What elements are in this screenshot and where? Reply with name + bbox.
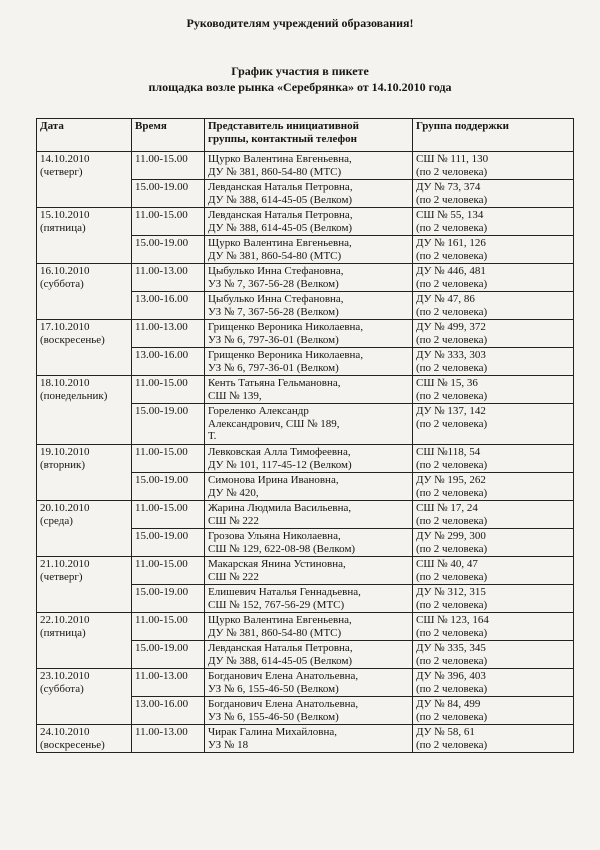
date-value: 17.10.2010: [40, 321, 90, 333]
support-cell: [413, 641, 574, 669]
support-line: (по 2 человека): [416, 570, 488, 583]
table-row: [37, 613, 574, 641]
representative-line: СШ № 152, 767-56-29 (МТС): [208, 598, 345, 611]
representative-cell: [205, 557, 413, 585]
representative-line: Жарина Людмила Васильевна,: [208, 502, 352, 514]
date-cell: [37, 725, 132, 753]
time-cell: 11.00-13.00: [132, 264, 205, 292]
support-line: СШ № 111, 130: [416, 153, 489, 165]
date-cell: [37, 501, 132, 557]
schedule-body: [37, 152, 574, 753]
representative-line: СШ № 139,: [208, 389, 262, 402]
col-header-representative: [205, 119, 413, 152]
representative-line: ДУ № 381, 860-54-80 (МТС): [208, 165, 342, 178]
support-cell: [413, 180, 574, 208]
weekday-value: (четверг): [40, 165, 83, 178]
support-line: (по 2 человека): [416, 193, 488, 206]
time-cell: 11.00-13.00: [132, 725, 205, 753]
col-header-support: Группа поддержки: [413, 119, 574, 152]
date-value: 24.10.2010: [40, 726, 90, 738]
time-cell: 15.00-19.00: [132, 180, 205, 208]
time-cell: 11.00-15.00: [132, 152, 205, 180]
representative-line: Т.: [208, 430, 217, 442]
representative-line: Левковская Алла Тимофеевна,: [208, 446, 351, 458]
representative-cell: [205, 376, 413, 404]
representative-cell: [205, 180, 413, 208]
representative-line: Грищенко Вероника Николаевна,: [208, 321, 364, 333]
support-cell: [413, 404, 574, 445]
support-line: ДУ № 499, 372: [416, 321, 486, 333]
time-cell: 15.00-19.00: [132, 529, 205, 557]
support-cell: [413, 529, 574, 557]
weekday-value: (четверг): [40, 570, 83, 583]
time-cell: 11.00-13.00: [132, 669, 205, 697]
support-line: (по 2 человека): [416, 458, 488, 471]
date-cell: [37, 613, 132, 669]
support-line: ДУ № 396, 403: [416, 670, 486, 682]
support-line: (по 2 человека): [416, 682, 488, 695]
support-line: (по 2 человека): [416, 654, 488, 667]
support-line: СШ № 15, 36: [416, 377, 478, 389]
table-row: [37, 445, 574, 473]
support-line: (по 2 человека): [416, 486, 488, 499]
representative-cell: [205, 208, 413, 236]
date-value: 22.10.2010: [40, 614, 90, 626]
representative-line: Гореленко Александр: [208, 405, 309, 417]
schedule-table: [36, 118, 574, 753]
support-line: (по 2 человека): [416, 626, 488, 639]
representative-line: Елишевич Наталья Геннадьевна,: [208, 586, 361, 598]
representative-line: Щурко Валентина Евгеньевна,: [208, 153, 352, 165]
support-line: ДУ № 195, 262: [416, 474, 486, 486]
representative-line: ДУ № 388, 614-45-05 (Велком): [208, 193, 353, 206]
time-cell: 15.00-19.00: [132, 236, 205, 264]
representative-line: Богданович Елена Анатольевна,: [208, 698, 359, 710]
representative-line: УЗ № 6, 155-46-50 (Велком): [208, 710, 339, 723]
representative-line: Кенть Татьяна Гельмановна,: [208, 377, 341, 389]
representative-line: ДУ № 381, 860-54-80 (МТС): [208, 249, 342, 262]
support-cell: [413, 320, 574, 348]
representative-line: Богданович Елена Анатольевна,: [208, 670, 359, 682]
time-cell: 11.00-15.00: [132, 376, 205, 404]
representative-line: ДУ № 388, 614-45-05 (Велком): [208, 221, 353, 234]
support-line: ДУ № 333, 303: [416, 349, 486, 361]
col-header-date: Дата: [37, 119, 132, 152]
representative-line: Макарская Янина Устиновна,: [208, 558, 346, 570]
support-line: (по 2 человека): [416, 361, 488, 374]
representative-line: УЗ № 6, 797-36-01 (Велком): [208, 361, 339, 374]
representative-line: ДУ № 388, 614-45-05 (Велком): [208, 654, 353, 667]
date-cell: [37, 264, 132, 320]
weekday-value: (понедельник): [40, 389, 108, 402]
support-cell: [413, 376, 574, 404]
representative-cell: [205, 613, 413, 641]
weekday-value: (воскресенье): [40, 738, 105, 751]
date-cell: [37, 152, 132, 208]
support-line: СШ №118, 54: [416, 446, 481, 458]
support-line: ДУ № 47, 86: [416, 293, 475, 305]
support-line: ДУ № 161, 126: [416, 237, 486, 249]
support-line: (по 2 человека): [416, 305, 488, 318]
time-cell: 11.00-15.00: [132, 613, 205, 641]
representative-cell: [205, 529, 413, 557]
support-line: СШ № 123, 164: [416, 614, 489, 626]
col-header-time: Время: [132, 119, 205, 152]
representative-cell: [205, 264, 413, 292]
support-cell: [413, 725, 574, 753]
support-line: СШ № 40, 47: [416, 558, 478, 570]
representative-line: УЗ № 7, 367-56-28 (Велком): [208, 277, 339, 290]
support-line: (по 2 человека): [416, 277, 488, 290]
support-line: ДУ № 58, 61: [416, 726, 475, 738]
table-row: [37, 557, 574, 585]
weekday-value: (вторник): [40, 458, 86, 471]
support-line: (по 2 человека): [416, 514, 488, 527]
table-row: [37, 501, 574, 529]
weekday-value: (пятница): [40, 626, 86, 639]
table-row: [37, 320, 574, 348]
representative-cell: [205, 404, 413, 445]
representative-cell: [205, 501, 413, 529]
representative-line: УЗ № 18: [208, 738, 249, 751]
representative-line: УЗ № 6, 155-46-50 (Велком): [208, 682, 339, 695]
representative-cell: [205, 348, 413, 376]
support-line: СШ № 55, 134: [416, 209, 484, 221]
support-line: (по 2 человека): [416, 333, 488, 346]
representative-line: Щурко Валентина Евгеньевна,: [208, 614, 352, 626]
date-value: 23.10.2010: [40, 670, 90, 682]
date-value: 19.10.2010: [40, 446, 90, 458]
representative-line: ДУ № 381, 860-54-80 (МТС): [208, 626, 342, 639]
time-cell: 13.00-16.00: [132, 348, 205, 376]
representative-cell: [205, 697, 413, 725]
support-line: ДУ № 73, 374: [416, 181, 481, 193]
support-cell: [413, 557, 574, 585]
support-line: (по 2 человека): [416, 165, 488, 178]
representative-line: ДУ № 101, 117-45-12 (Велком): [208, 458, 352, 471]
header-row: [37, 119, 574, 152]
support-line: ДУ № 137, 142: [416, 405, 486, 417]
support-cell: [413, 613, 574, 641]
representative-line: Левданская Наталья Петровна,: [208, 181, 353, 193]
weekday-value: (пятница): [40, 221, 86, 234]
support-line: (по 2 человека): [416, 389, 488, 402]
time-cell: 15.00-19.00: [132, 585, 205, 613]
time-cell: 15.00-19.00: [132, 473, 205, 501]
representative-cell: [205, 669, 413, 697]
date-cell: [37, 208, 132, 264]
time-cell: 11.00-15.00: [132, 208, 205, 236]
representative-line: СШ № 222: [208, 514, 259, 527]
representative-line: Щурко Валентина Евгеньевна,: [208, 237, 352, 249]
time-cell: 11.00-13.00: [132, 320, 205, 348]
representative-line: СШ № 222: [208, 570, 259, 583]
table-row: [37, 725, 574, 753]
support-cell: [413, 697, 574, 725]
support-cell: [413, 501, 574, 529]
date-value: 21.10.2010: [40, 558, 90, 570]
col-header-rep-line: Представитель инициативной: [208, 120, 359, 132]
support-cell: [413, 585, 574, 613]
table-row: [37, 376, 574, 404]
support-cell: [413, 473, 574, 501]
date-value: 20.10.2010: [40, 502, 90, 514]
support-cell: [413, 669, 574, 697]
representative-cell: [205, 725, 413, 753]
support-line: ДУ № 335, 345: [416, 642, 486, 654]
representative-line: Цыбулько Инна Стефановна,: [208, 293, 344, 305]
representative-cell: [205, 585, 413, 613]
document-subtitle: площадка возле рынка «Серебрянка» от 14.10.2010 года: [148, 80, 452, 94]
representative-line: Цыбулько Инна Стефановна,: [208, 265, 344, 277]
support-line: ДУ № 312, 315: [416, 586, 486, 598]
addressee-heading: Руководителям учреждений образования!: [186, 16, 414, 30]
representative-cell: [205, 641, 413, 669]
date-value: 15.10.2010: [40, 209, 90, 221]
time-cell: 11.00-15.00: [132, 445, 205, 473]
support-line: (по 2 человека): [416, 249, 488, 262]
weekday-value: (суббота): [40, 682, 84, 695]
representative-line: Чирак Галина Михайловна,: [208, 726, 337, 738]
representative-cell: [205, 445, 413, 473]
date-cell: [37, 320, 132, 376]
representative-cell: [205, 473, 413, 501]
support-line: ДУ № 446, 481: [416, 265, 486, 277]
weekday-value: (среда): [40, 514, 73, 527]
support-cell: [413, 236, 574, 264]
date-cell: [37, 669, 132, 725]
table-row: [37, 208, 574, 236]
representative-cell: [205, 152, 413, 180]
representative-line: ДУ № 420,: [208, 486, 259, 499]
time-cell: 11.00-15.00: [132, 501, 205, 529]
date-value: 18.10.2010: [40, 377, 90, 389]
date-cell: [37, 557, 132, 613]
representative-line: Левданская Наталья Петровна,: [208, 642, 353, 654]
representative-line: Александрович, СШ № 189,: [208, 417, 340, 430]
representative-line: Грищенко Вероника Николаевна,: [208, 349, 364, 361]
table-row: [37, 152, 574, 180]
table-row: [37, 669, 574, 697]
time-cell: 15.00-19.00: [132, 641, 205, 669]
time-cell: 11.00-15.00: [132, 557, 205, 585]
support-line: (по 2 человека): [416, 221, 488, 234]
date-value: 14.10.2010: [40, 153, 90, 165]
representative-line: УЗ № 7, 367-56-28 (Велком): [208, 305, 339, 318]
date-cell: [37, 445, 132, 501]
support-line: (по 2 человека): [416, 542, 488, 555]
support-cell: [413, 152, 574, 180]
weekday-value: (воскресенье): [40, 333, 105, 346]
col-header-rep-line: группы, контактный телефон: [208, 132, 357, 145]
support-line: ДУ № 84, 499: [416, 698, 481, 710]
representative-cell: [205, 320, 413, 348]
time-cell: 13.00-16.00: [132, 292, 205, 320]
date-value: 16.10.2010: [40, 265, 90, 277]
representative-cell: [205, 292, 413, 320]
support-line: СШ № 17, 24: [416, 502, 478, 514]
support-line: (по 2 человека): [416, 738, 488, 751]
representative-line: СШ № 129, 622-08-98 (Велком): [208, 542, 356, 555]
support-cell: [413, 445, 574, 473]
support-cell: [413, 348, 574, 376]
table-row: [37, 264, 574, 292]
representative-line: Грозова Ульяна Николаевна,: [208, 530, 341, 542]
date-cell: [37, 376, 132, 445]
representative-line: Левданская Наталья Петровна,: [208, 209, 353, 221]
representative-line: Симонова Ирина Ивановна,: [208, 474, 339, 486]
document-title: График участия в пикете: [231, 64, 369, 78]
support-cell: [413, 208, 574, 236]
weekday-value: (суббота): [40, 277, 84, 290]
support-line: ДУ № 299, 300: [416, 530, 486, 542]
support-line: (по 2 человека): [416, 598, 488, 611]
representative-line: УЗ № 6, 797-36-01 (Велком): [208, 333, 339, 346]
support-line: (по 2 человека): [416, 710, 488, 723]
support-cell: [413, 264, 574, 292]
time-cell: 15.00-19.00: [132, 404, 205, 445]
time-cell: 13.00-16.00: [132, 697, 205, 725]
support-cell: [413, 292, 574, 320]
support-line: (по 2 человека): [416, 417, 488, 430]
representative-cell: [205, 236, 413, 264]
